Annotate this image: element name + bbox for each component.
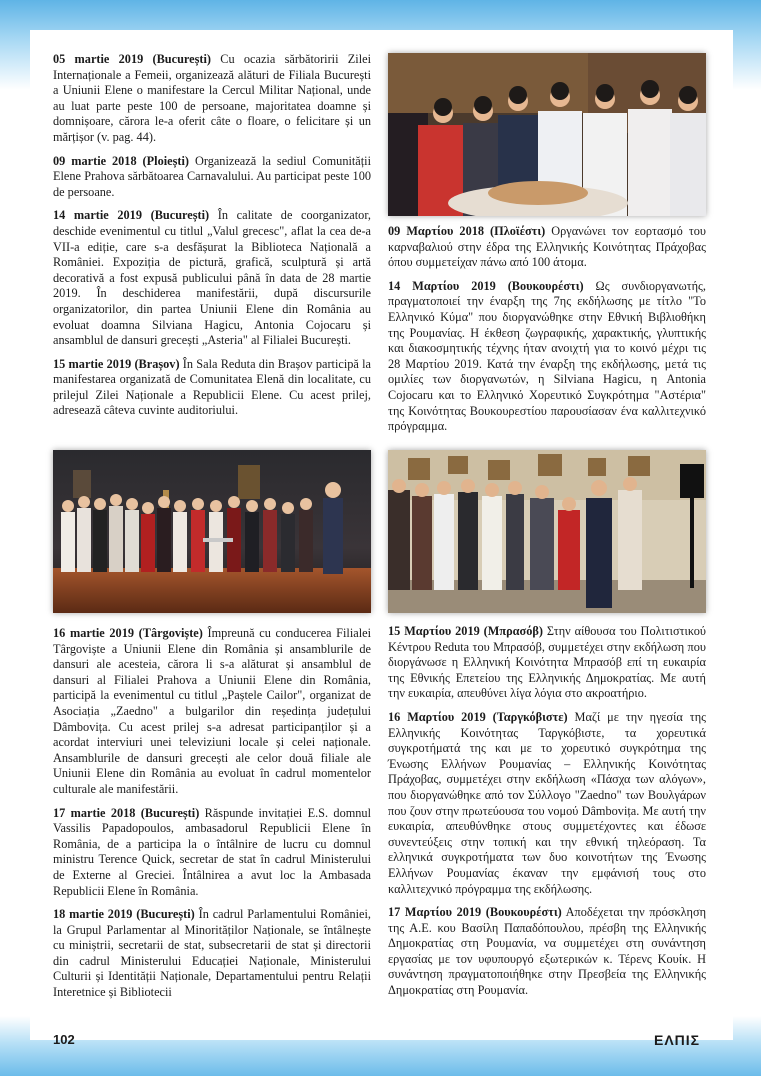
magazine-brand: ΕΛΠΙΣ (654, 1032, 701, 1048)
photo-stage-dancers (53, 450, 371, 613)
entry: 05 martie 2019 (București) Cu ocazia sărbătoririi Zilei Internaționale a Femeii, organizează alături de Filiala București a Uniunii Elene o manifestare la Cercul Militar Național, unde au luat parte peste 100 de persoane, majoritatea doamne și domnișoare, cărora le-a oferit câte o floare, o felicitare și un mărțișor (v. pag. 44). (53, 52, 372, 144)
entry: 15 Μαρτίου 2019 (Μπρασόβ) Στην αίθουσα του Πολιτιστικού Κέντρου Reduta του Μπρασόβ, συμμετέχει στην εκδήλωση που διοργάνωσε η Ελληνική Κοινότητα Μπρασόβ επί τη ευκαιρία της Εθνικής Επετείου της Ελληνικής Δημοκρατίας. Με αυτή την ευκαιρία, απευθύνει λίγα λόγια στο ακροατήριο. (388, 624, 706, 701)
right-column-top (388, 224, 706, 443)
page-number: 102 (53, 1032, 75, 1047)
entry: 17 Μαρτίου 2019 (Βουκουρέστι) Αποδέχεται την πρόσκληση της Α.Ε. κου Βασίλη Παπαδόπουλου, πρέσβη της Ελληνικής Δημοκρατίας στη Ρουμανία, να συμμετέχει στη συνάντηση εργασίας με τον υφυπουργό εξωτερικών κ. Τέρενς Κουίκ. Η συνάντηση πραγματοποιήθηκε στην Πρεσβεία της Ελληνικής Δημοκρατίας στη Ρουμανία. (388, 905, 707, 998)
right-column-bottom (388, 624, 706, 1007)
entry: 16 martie 2019 (Târgoviște) Împreună cu conducerea Filialei Târgoviște a Uniunii Elene din România și ansamblurile de dansuri ale acesteia, cărora li s-a alăturat și ansamblul de dansuri al Filialei Prahova a Uniunii Elene din România, participă la evenimentul cu titlul „Paștele Cailor", organizat de Asociația „Zaedno" a bulgarilor din reședința județului Dâmbovița. Cu acest prilej s-a adresat participanților și a acordat interviuri unei televiziuni locale și celei naționale. Ansamblurile de dansuri grecești ale celor două filiale ale Uniunii Elene din România au evoluat în cadrul momentelor culturale ale manifestării. (53, 626, 371, 796)
photo-reduta-hall (388, 450, 706, 613)
page (30, 30, 733, 1048)
entry: 14 Μαρτίου 2019 (Βουκουρέστι) Ως συνδιοργανωτής, πραγματοποιεί την έναρξη της 7ης εκδήλωσης με τίτλο "Το Ελληνικό Κύμα" που διοργανώθηκε στην Εθνική Βιβλιοθήκη της Ρουμανίας. Η έκθεση ζωγραφικής, χαρακτικής, γλυπτικής και διακοσμητικής τέχνης ήταν ανοιχτή για το κοινό μέχρι τις 28 Μαρτίου 2019. Κατά την έναρξη της εκδήλωσης, μετά τις ομιλίες των διοργανωτών, η Silviana Hagicu, η Antonia Cojocaru και το Ελληνικό Χορευτικό Συγκρότημα "Αστέρια" της Κοινότητας Βουκουρεστίου παρουσίασαν ένα καλλιτεχνικό πρόγραμμα. (388, 278, 706, 434)
photo-carnival-celebration (388, 53, 706, 216)
entry: 17 martie 2018 (București) Răspunde invitației E.S. domnul Vassilis Papadopoulos, ambasadorul Republicii Elene în România, de a participa la o întâlnire de lucru cu domnul ministru Terence Quick, secretar de stat în cadrul Ministerului de Externe al Greciei. Întâlnirea a avut loc la Ambasada Republicii Elene în România. (53, 805, 371, 898)
entry: 18 martie 2019 (București) În cadrul Parlamentului României, la Grupul Parlamentar al Minorităților Naționale, se întâlnește cu miniștrii, secretarii de stat, subsecretarii de stat și directorii din cadrul Ministerului Educației Naționale, Ministerului Culturii și Identității Naționale, Departamentului pentru Relații Interetnice și Bibliotecii (53, 907, 372, 1000)
entry: 16 Μαρτίου 2019 (Ταργκόβιστε) Μαζί με την ηγεσία της Ελληνικής Κοινότητας Ταργκόβιστε, τα χορευτικά συγκροτήματά της και με το χορευτικό συγκρότημα της Ένωσης Ελλήνων Ρουμανίας – Ελληνικής Κοινότητας Πράχοβας, συμμετέχει στην εκδήλωση «Πάσχα των αλόγων», που διοργανώθηκε από τον Σύλλογο "Zaedno" των Βουλγάρων που ζουν στην πρωτεύουσα του νομού Dâmbovița. Με αυτή την ευκαιρία, απευθύνθηκε στους συμμετέχοντες και έδωσε συνεντεύξεις στην τοπική και την εθνική τηλεόραση. Τα ελληνικά συγκροτήματα των δυο κοινοτήτων της Ένωσης Ελλήνων Ρουμανίας έκαναν την εμφάνισή τους στο καλλιτεχνικό πρόγραμμα της εκδήλωσης. (388, 709, 706, 896)
entry: 15 martie 2019 (Brașov) În Sala Reduta din Brașov participă la manifestarea organizată de Comunitatea Elenă din localitate, cu prilejul Zilei Naționale a Republicii Elene. Cu acest prilej, adresează câteva cuvinte auditoriului. (53, 356, 371, 418)
entry: 09 Μαρτίου 2018 (Πλοϊέστι) Οργανώνει τον εορτασμό του καρναβαλιού στην έδρα της Ελληνικής Κοινότητας Πράχοβας όπου συμμετείχαν πάνω από 100 άτομα. (388, 224, 706, 270)
entry: 14 martie 2019 (București) În calitate de coorganizator, deschide evenimentul cu titlul „Valul grecesc", aflat la cea de-a VII-a ediție, care s-a desfășurat la Biblioteca Națională a României. Expoziția de pictură, grafică, sculptură și artă decorativă a fost expusă publicului până în data de 28 martie 2019. În deschiderea manifestării, după discursurile organizatorilor, din partea Uniunii Elene din România au evoluat doamna Silviana Hagicu, Antonia Cojocaru și ansamblul de dansuri grecești „Asteria" al Filialei București. (53, 208, 371, 348)
left-column-top (53, 52, 371, 427)
left-column-bottom (53, 626, 371, 1009)
entry: 09 martie 2018 (Ploiești) Organizează la sediul Comunității Elene Prahova sărbătoarea Carnavalului. Au participat peste 100 de persoane. (53, 153, 372, 199)
